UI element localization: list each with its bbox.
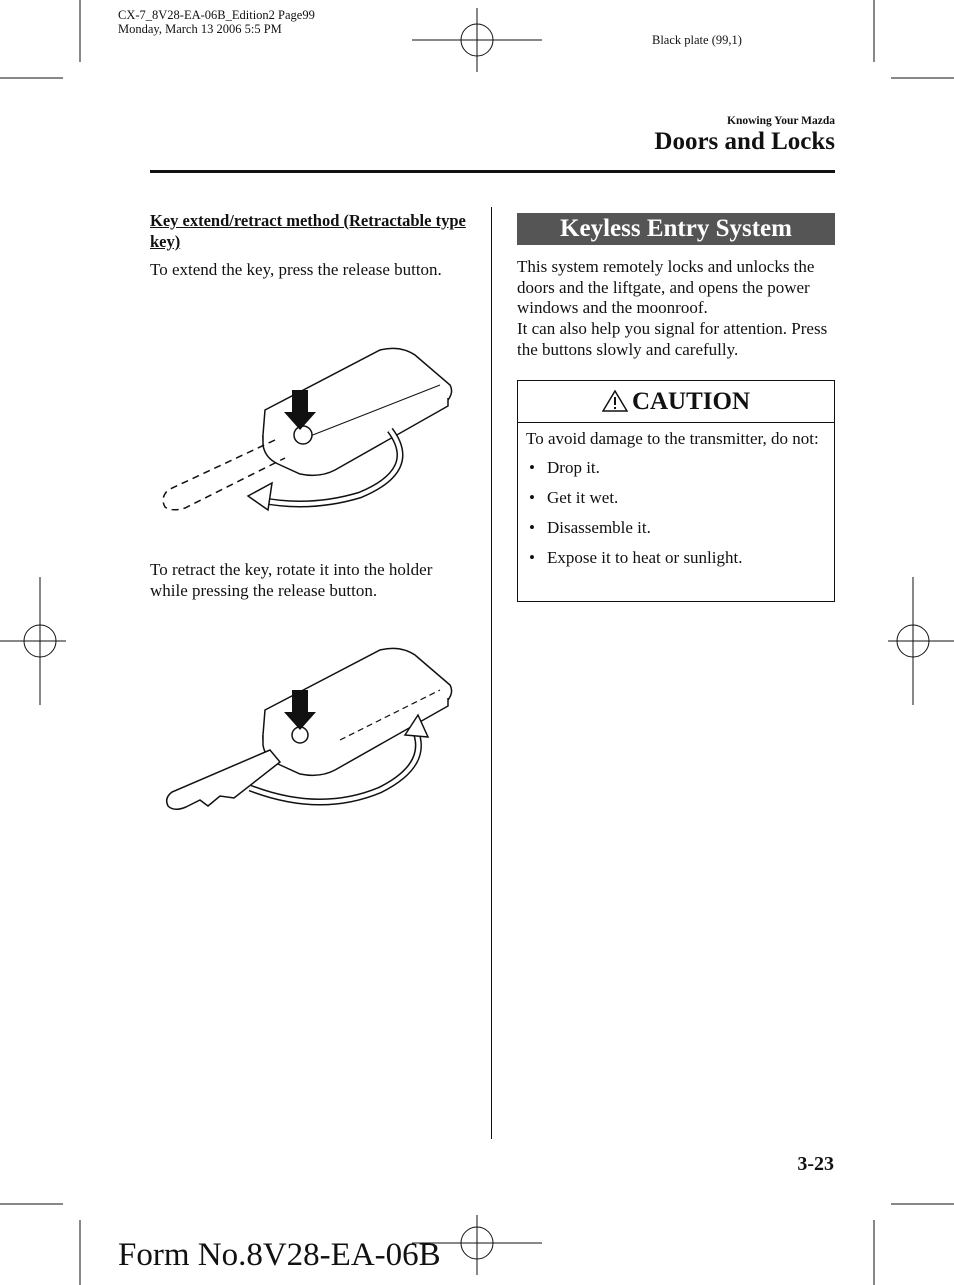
- key-retract-illustration: [150, 640, 460, 825]
- page-number: 3-23: [797, 1153, 834, 1175]
- caution-item: • Expose it to heat or sunlight.: [526, 548, 826, 578]
- extend-key-text: To extend the key, press the release button.: [150, 260, 442, 279]
- header-rule: [150, 170, 835, 173]
- plate-label: Black plate (99,1): [652, 33, 742, 47]
- page-title: Doors and Locks: [654, 128, 835, 155]
- section-name: Knowing Your Mazda: [727, 115, 835, 127]
- key-extend-illustration: [150, 340, 460, 520]
- caution-title: CAUTION: [631, 388, 751, 415]
- print-meta-line-1: CX-7_8V28-EA-06B_Edition2 Page99: [118, 8, 315, 22]
- print-metadata: [118, 8, 315, 36]
- caution-item: • Drop it.: [526, 458, 826, 488]
- form-number: Form No.8V28-EA-06B: [118, 1237, 441, 1273]
- caution-header: [518, 381, 834, 423]
- keyless-intro-text: This system remotely locks and unlocks the doors and the liftgate, and opens the power windows and the moonroof.: [517, 257, 815, 318]
- warning-triangle-icon: [602, 390, 628, 412]
- caution-lead: To avoid damage to the transmitter, do not:: [526, 429, 819, 448]
- caution-list: [526, 458, 826, 578]
- print-meta-line-2: Monday, March 13 2006 5:5 PM: [118, 22, 282, 36]
- keyless-entry-heading: Keyless Entry System: [517, 213, 835, 245]
- column-divider: [491, 207, 492, 1139]
- caution-item: • Get it wet.: [526, 488, 826, 518]
- keyless-signal-text: It can also help you signal for attention. Press the buttons slowly and carefully.: [517, 319, 828, 359]
- retract-key-text: To retract the key, rotate it into the holder while pressing the release button.: [150, 560, 433, 600]
- caution-item: • Disassemble it.: [526, 518, 826, 548]
- caution-box: [517, 380, 835, 602]
- retractable-key-heading: Key extend/retract method (Retractable type key): [150, 211, 466, 251]
